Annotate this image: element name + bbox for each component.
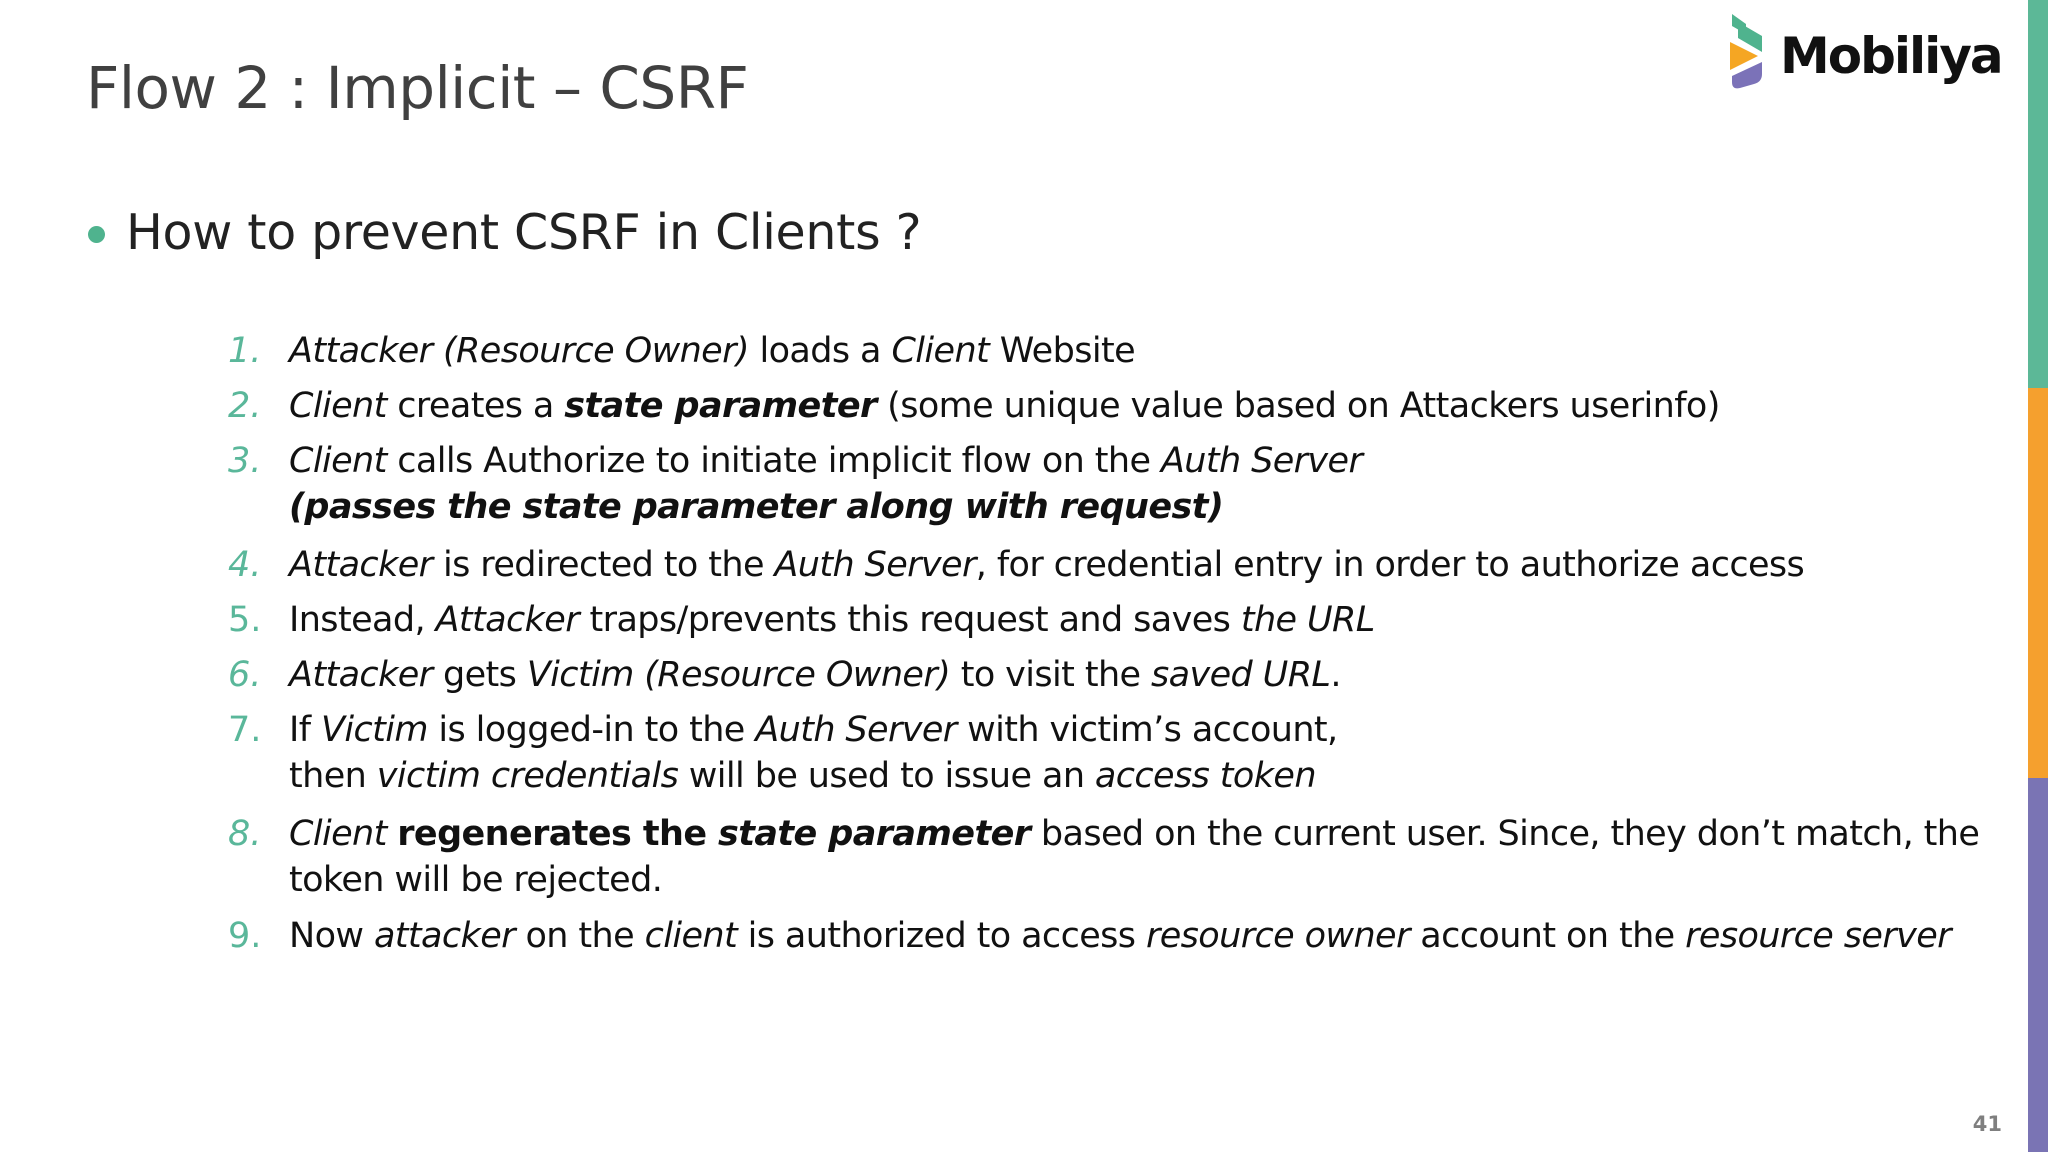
list-item-text <box>289 484 1223 530</box>
text-run: is authorized to access <box>737 916 1146 956</box>
list-item-text <box>289 597 1375 643</box>
text-run: resource owner <box>1145 916 1410 956</box>
logo-text: Mobiliya <box>1780 27 2002 85</box>
text-run: state parameter <box>564 386 877 426</box>
bullet-dot-icon <box>88 226 105 243</box>
text-run: access token <box>1094 756 1316 796</box>
list-item-number: 8. <box>228 814 262 854</box>
list-item-text <box>289 542 1804 588</box>
text-run: Victim <box>320 710 428 750</box>
text-run: regenerates the <box>397 814 719 854</box>
list-item-number: 2. <box>228 386 262 426</box>
text-run: gets <box>432 655 527 695</box>
text-run: loads a <box>748 331 892 371</box>
text-run: Client <box>289 441 387 481</box>
text-run: the URL <box>1240 600 1375 640</box>
list-item-text <box>289 707 1338 753</box>
text-run: then <box>289 756 377 796</box>
text-run: state parameter <box>718 814 1031 854</box>
text-run: will be used to issue an <box>678 756 1095 796</box>
list-item-number: 1. <box>228 331 262 371</box>
text-run: Attacker <box>289 655 433 695</box>
slide-title: Flow 2 : Implicit – CSRF <box>86 54 749 122</box>
text-run: Client <box>289 814 387 854</box>
text-run: Now <box>289 916 374 956</box>
text-run: resource server <box>1685 916 1951 956</box>
list-item-text <box>289 652 1341 698</box>
band-orange <box>2028 388 2048 778</box>
text-run <box>387 814 398 854</box>
list-item-number: 5. <box>228 600 262 640</box>
text-run: If <box>289 710 321 750</box>
text-run: is redirected to the <box>432 545 775 585</box>
text-run: attacker <box>373 916 515 956</box>
text-run: client <box>644 916 738 956</box>
text-run: account on the <box>1409 916 1686 956</box>
side-color-band <box>2028 0 2048 1152</box>
text-run: Attacker <box>289 545 433 585</box>
text-run: based on the current user. Since, they don’t match, the <box>1030 814 1980 854</box>
text-run: saved URL <box>1151 655 1331 695</box>
text-run: calls Authorize to initiate implicit flow on the <box>386 441 1161 481</box>
text-run: Victim (Resource Owner) <box>526 655 951 695</box>
list-item-text <box>289 857 662 903</box>
band-green <box>2028 0 2048 388</box>
text-run: to visit the <box>950 655 1151 695</box>
text-run: token will be rejected. <box>289 860 663 900</box>
mobiliya-arrow-icon <box>1728 12 1772 90</box>
text-run: with victim’s account, <box>956 710 1338 750</box>
list-item-number: 6. <box>228 655 262 695</box>
logo <box>1728 10 2028 96</box>
text-run: Attacker <box>435 600 579 640</box>
text-run: (some unique value based on Attackers userinfo) <box>876 386 1720 426</box>
list-item-text <box>289 438 1362 484</box>
list-item-number: 3. <box>228 441 262 481</box>
text-run: Client <box>891 331 990 371</box>
text-run: on the <box>514 916 645 956</box>
list-item-number: 7. <box>228 710 262 750</box>
text-run: Website <box>989 331 1136 371</box>
list-item-text <box>289 913 1951 959</box>
page-number: 41 <box>1972 1112 2002 1136</box>
text-run: Auth Server <box>755 710 957 750</box>
list-item-text <box>289 328 1135 374</box>
text-run: Client <box>289 386 387 426</box>
list-item-text <box>289 811 1979 857</box>
text-run: traps/prevents this request and saves <box>579 600 1241 640</box>
text-run: Auth Server <box>774 545 976 585</box>
text-run: is logged-in to the <box>427 710 756 750</box>
list-item-text <box>289 753 1316 799</box>
bullet-text: How to prevent CSRF in Clients ? <box>126 204 922 261</box>
text-run: (passes the state parameter along with request) <box>289 487 1224 527</box>
text-run: victim credentials <box>376 756 679 796</box>
list-item-text <box>289 383 1720 429</box>
text-run: Attacker (Resource Owner) <box>289 331 749 371</box>
band-purple <box>2028 778 2048 1152</box>
text-run: Instead, <box>289 600 436 640</box>
list-item-number: 9. <box>228 916 262 956</box>
text-run: . <box>1330 655 1341 695</box>
text-run: creates a <box>386 386 565 426</box>
text-run: Auth Server <box>1160 441 1363 481</box>
text-run: , for credential entry in order to authorize access <box>975 545 1805 585</box>
list-item-number: 4. <box>228 545 262 585</box>
